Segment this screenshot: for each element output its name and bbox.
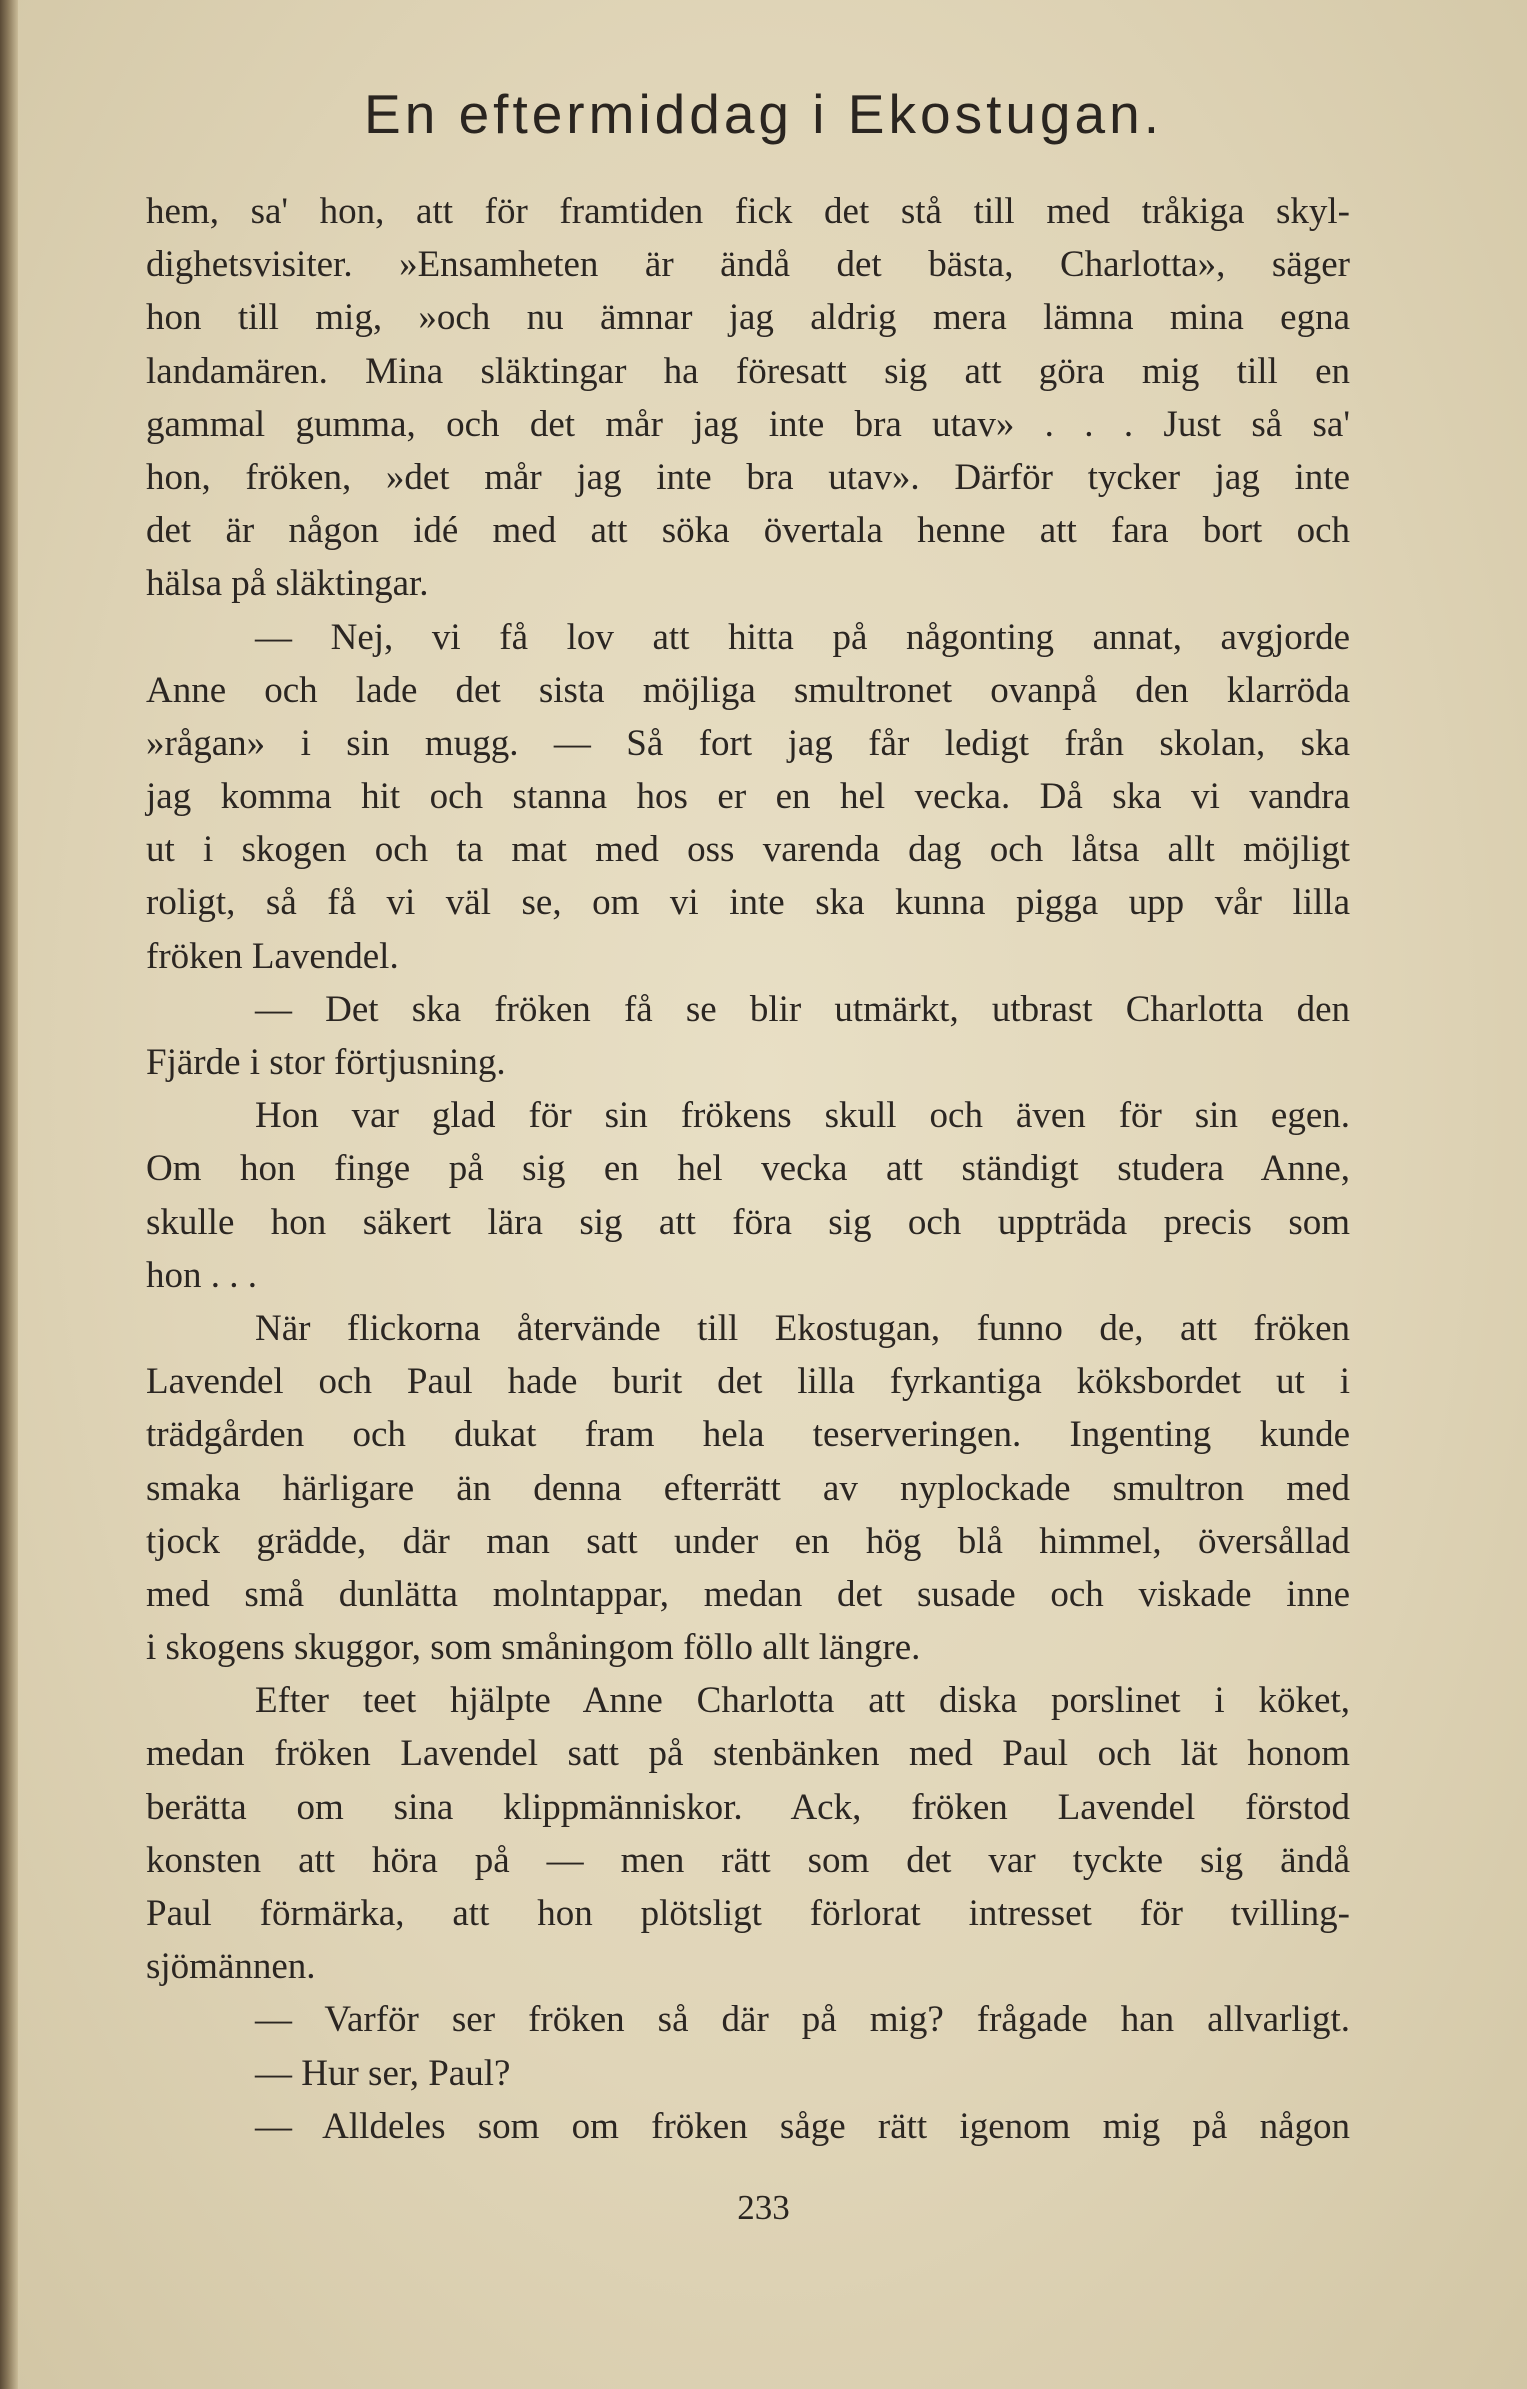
- text-line: landamären. Mina släktingar ha föresatt sig att göra mig till en: [146, 350, 1350, 392]
- text-line: ut i skogen och ta mat med oss varenda dag och låtsa allt möjligt: [146, 829, 1350, 871]
- text-line: medan fröken Lavendel satt på stenbänken med Paul och lät honom: [146, 1733, 1350, 1775]
- text-line: konsten att höra på — men rätt som det var tyckte sig ändå: [146, 1839, 1350, 1881]
- text-line: berätta om sina klippmänniskor. Ack, fröken Lavendel förstod: [146, 1786, 1350, 1828]
- text-line: hon, fröken, »det mår jag inte bra utav». Därför tycker jag inte: [146, 456, 1350, 498]
- text-line: jag komma hit och stanna hos er en hel vecka. Då ska vi vandra: [146, 776, 1350, 818]
- text-line: det är någon idé med att söka övertala henne att fara bort och: [146, 510, 1350, 552]
- text-line: När flickorna återvände till Ekostugan, funno de, att fröken: [255, 1307, 1350, 1349]
- text-line: trädgården och dukat fram hela teserveringen. Ingenting kunde: [146, 1414, 1350, 1456]
- text-line: Efter teet hjälpte Anne Charlotta att diska porslinet i köket,: [255, 1680, 1350, 1722]
- text-line: gammal gumma, och det mår jag inte bra utav» . . . Just så sa': [146, 403, 1350, 445]
- text-line: — Varför ser fröken så där på mig? frågade han allvarligt.: [255, 1999, 1350, 2041]
- text-line: — Det ska fröken få se blir utmärkt, utbrast Charlotta den: [255, 988, 1350, 1030]
- body-text: [146, 185, 1350, 2153]
- page-number: 233: [737, 2188, 790, 2227]
- text-line: hem, sa' hon, att för framtiden fick det stå till med tråkiga skyl-: [146, 191, 1350, 232]
- text-line: i skogens skuggor, som småningom föllo allt längre.: [146, 1627, 921, 1669]
- text-line: tjock grädde, där man satt under en hög blå himmel, översållad: [146, 1520, 1350, 1562]
- text-line: Hon var glad för sin frökens skull och även för sin egen.: [255, 1095, 1350, 1137]
- running-header-title: En eftermiddag i Ekostugan.: [364, 83, 1163, 145]
- text-line: roligt, så få vi väl se, om vi inte ska kunna pigga upp vår lilla: [146, 882, 1350, 924]
- book-spine-edge: [0, 0, 18, 2389]
- text-line: — Alldeles som om fröken såge rätt igenom mig på någon: [255, 2105, 1350, 2147]
- text-line: fröken Lavendel.: [146, 935, 399, 977]
- text-line: »rågan» i sin mugg. — Så fort jag får ledigt från skolan, ska: [146, 722, 1350, 764]
- text-line: dighetsvisiter. »Ensamheten är ändå det bästa, Charlotta», säger: [146, 244, 1350, 286]
- text-line: Lavendel och Paul hade burit det lilla fyrkantiga köksbordet ut i: [146, 1361, 1350, 1403]
- text-line: hälsa på släktingar.: [146, 563, 429, 605]
- text-line: — Nej, vi få lov att hitta på någonting annat, avgjorde: [255, 616, 1350, 658]
- text-line: Paul förmärka, att hon plötsligt förlorat intresset för tvilling-: [146, 1893, 1350, 1934]
- text-line: — Hur ser, Paul?: [255, 2052, 511, 2094]
- text-line: smaka härligare än denna efterrätt av nyplockade smultron med: [146, 1467, 1350, 1509]
- text-line: hon till mig, »och nu ämnar jag aldrig mera lämna mina egna: [146, 297, 1350, 339]
- text-line: hon . . .: [146, 1254, 257, 1296]
- text-line: Fjärde i stor förtjusning.: [146, 1042, 506, 1083]
- text-line: med små dunlätta molntappar, medan det susade och viskade inne: [146, 1573, 1350, 1615]
- text-line: Om hon finge på sig en hel vecka att ständigt studera Anne,: [146, 1148, 1350, 1190]
- text-line: Anne och lade det sista möjliga smultronet ovanpå den klarröda: [146, 669, 1350, 711]
- text-line: skulle hon säkert lära sig att föra sig och uppträda precis som: [146, 1201, 1350, 1243]
- text-line: sjömännen.: [146, 1946, 316, 1988]
